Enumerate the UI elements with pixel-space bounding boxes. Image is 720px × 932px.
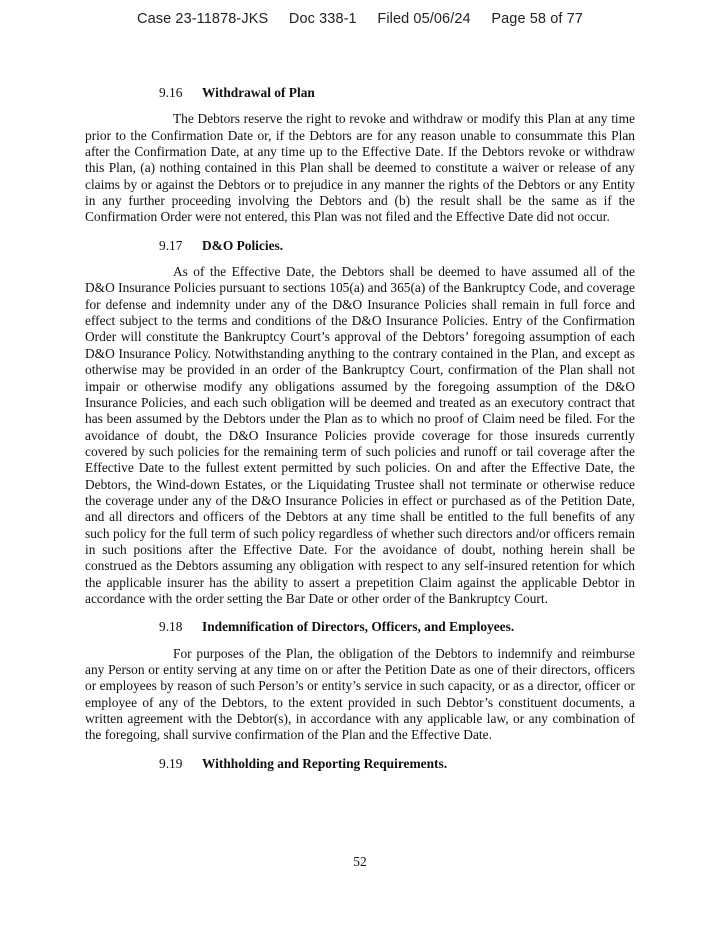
section-paragraph-9-18: For purposes of the Plan, the obligation of the Debtors to indemnify and reimburse any Person or entity serving at any time on or after the Petition Date as one of their directors, officers or employees by reason of such Person’s or entity’s service in such capacity, or as a director, officer or employee of any of the Debtors, to the extent provided in such Debtor’s constituent documents, a written agreement with the Debtor(s), in accordance with any applicable law, or any combination of the foregoing, shall survive confirmation of the Plan and the Effective Date. xyxy=(85,645,635,743)
section-number: 9.17 xyxy=(159,237,183,253)
filed-date: Filed 05/06/24 xyxy=(377,11,471,27)
section-number: 9.19 xyxy=(159,755,183,771)
case-number: Case 23-11878-JKS xyxy=(137,11,269,27)
section-heading-9-19 xyxy=(85,756,635,772)
section-paragraph-9-16: The Debtors reserve the right to revoke and withdraw or modify this Plan at any time prior to the Confirmation Date or, if the Debtors are for any reason unable to consummate this Plan after the Confirmation Date, at any time up to the Effective Date. If the Debtors revoke or withdraw this Plan, (a) nothing contained in this Plan shall be deemed to constitute a waiver or release of any claims by or against the Debtors or to prejudice in any manner the rights of the Debtors or any Entity in any further proceeding involving the Debtors and (b) the result shall be the same as if the Confirmation Order were not entered, this Plan was not filed and the Effective Date did not occur. xyxy=(85,111,635,225)
section-title: Withdrawal of Plan xyxy=(202,85,315,100)
page-of-total: Page 58 of 77 xyxy=(491,11,583,27)
section-number: 9.16 xyxy=(159,85,183,100)
section-number: 9.18 xyxy=(159,619,183,635)
page-number: 52 xyxy=(353,854,367,869)
section-heading-9-18 xyxy=(85,619,635,635)
section-title: D&O Policies. xyxy=(202,237,284,253)
document-number: Doc 338-1 xyxy=(288,11,357,27)
section-title: Indemnification of Directors, Officers, and Employees. xyxy=(202,619,515,635)
section-title: Withholding and Reporting Requirements. xyxy=(202,755,448,771)
document-body xyxy=(85,85,635,772)
section-heading-9-17 xyxy=(85,238,635,254)
section-paragraph-9-17: As of the Effective Date, the Debtors shall be deemed to have assumed all of the D&O Insurance Policies pursuant to sections 105(a) and 365(a) of the Bankruptcy Code, and coverage for defense and indemnity under any of the D&O Insurance Policies shall remain in full force and effect subject to the terms and conditions of the D&O Insurance Policies. Entry of the Confirmation Order will constitute the Bankruptcy Court’s approval of the Debtors’ foregoing assumption of each D&O Insurance Policy. Notwithstanding anything to the contrary contained in the Plan, and except as otherwise may be provided in an order of the Bankruptcy Court, confirmation of the Plan shall not impair or otherwise modify any obligations assumed by the foregoing assumption of the D&O Insurance Policies, and each such obligation will be deemed and treated as an executory contract that has been assumed by the Debtors under the Plan as to which no proof of Claim need be filed. For the avoidance of doubt, the D&O Insurance Policies provide coverage for those insureds currently covered by such policies for the remaining term of such policies and runoff or tail coverage after the Effective Date to the fullest extent permitted by such policies. On and after the Effective Date, the Debtors, the Wind-down Estates, or the Liquidating Trustee shall not terminate or otherwise reduce the coverage under any of the D&O Insurance Policies in effect or purchased as of the Petition Date, and all directors and officers of the Debtors at any time shall be entitled to the full benefits of any such policy for the full term of such policy regardless of whether such directors and/or officers remain in such positions after the Effective Date. For the avoidance of doubt, nothing herein shall be construed as the Debtors assuming any obligation with respect to any self-insured retention for which the applicable insurer has the ability to assert a prepetition Claim against the applicable Debtor in accordance with the order setting the Bar Date or other order of the Bankruptcy Court. xyxy=(85,264,635,606)
section-heading-9-16 xyxy=(85,85,635,101)
page-header xyxy=(0,11,720,27)
